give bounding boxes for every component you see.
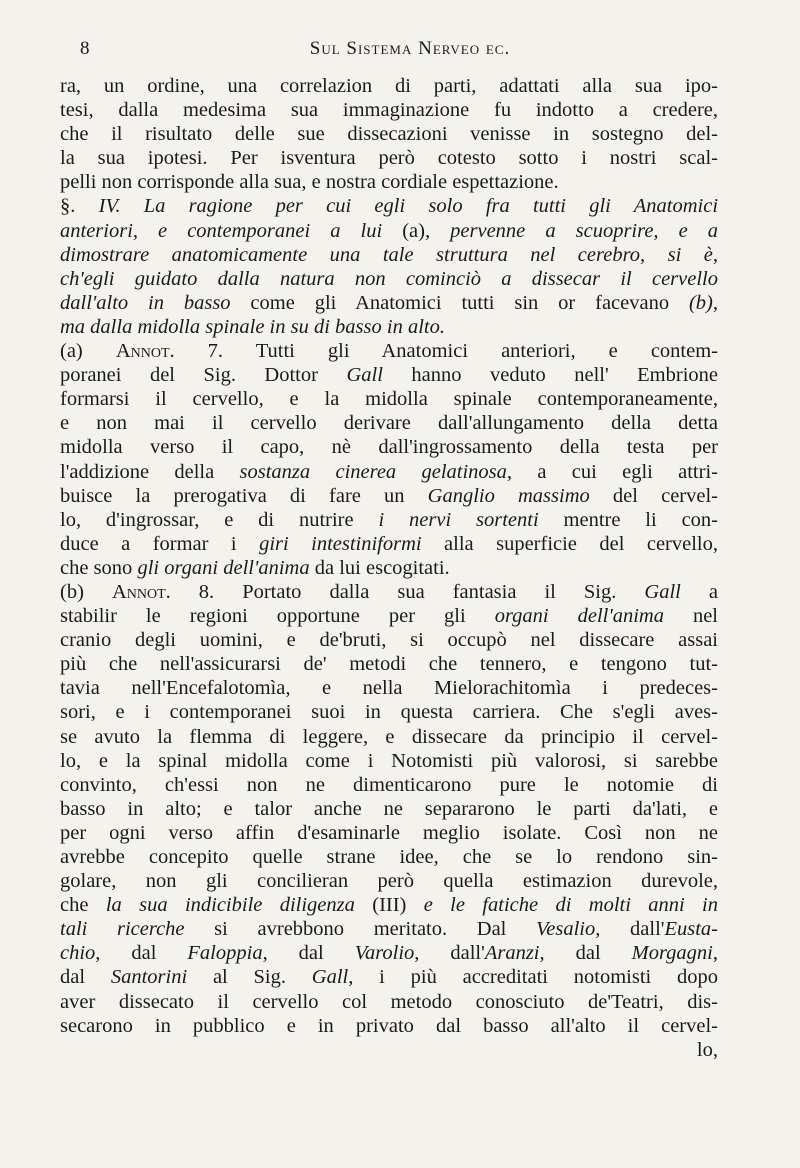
text-span: duce a formar i [60, 532, 260, 555]
text-span: organi dell'anima [494, 605, 664, 628]
text-span: alla superficie del cervello, [421, 532, 718, 555]
text-line [60, 797, 718, 821]
text-span: Gall [644, 580, 681, 603]
text-line [60, 604, 718, 628]
text-line [60, 194, 718, 218]
text-span: formarsi il cervello, e la midolla spinale contemporaneamente, [60, 388, 718, 411]
text-span: l'addizione della [60, 460, 240, 483]
text-span: Ganglio massimo [427, 484, 590, 507]
text-line [60, 749, 718, 773]
text-span: che sono [60, 556, 138, 579]
text-span: , i più accreditati notomisti dopo [348, 966, 718, 989]
text-line [60, 339, 718, 363]
text-span: nel [663, 605, 719, 628]
text-span: anteriori, e contemporanei a lui [60, 219, 383, 242]
text-span: che [60, 894, 106, 917]
text-span: e non mai il cervello derivare dall'allungamento della detta [60, 412, 718, 435]
text-line [60, 363, 718, 387]
text-line [60, 1014, 718, 1038]
text-span: mentre li con- [538, 508, 718, 531]
text-span: avrebbe concepito quelle strane idee, che se lo rendono sin- [60, 846, 718, 868]
text-span: lo, e la spinal midolla come i Notomisti più valorosi, si sarebbe [60, 749, 718, 772]
text-line [60, 291, 718, 315]
text-span: ra, un ordine, una correlazion di parti, adattati alla sua ipo- [60, 75, 718, 97]
text-span: la sua indicibile diligenza [105, 894, 355, 917]
page-number: 8 [80, 38, 91, 59]
text-span: (b), [688, 291, 718, 314]
running-title: Sul Sistema Nerveo ec. [309, 38, 511, 59]
text-span: , dal [95, 942, 188, 965]
text-span: tesi, dalla medesima sua immaginazione fu indotto a credere, [60, 99, 718, 122]
text-span: cranio degli uomini, e de'bruti, si occupò nel dissecare assai [60, 629, 718, 652]
text-line [60, 1038, 718, 1062]
text-line [60, 532, 718, 556]
text-line [60, 941, 718, 965]
text-span: giri intestiniformi [259, 532, 422, 555]
text-span: se avuto la flemma di leggere, e dissecare da principio il cervel- [60, 725, 718, 748]
text-line [60, 845, 718, 869]
text-span: basso in alto; e talor anche ne separarono le parti da'lati, e [60, 797, 718, 820]
text-span: 7. Tutti gli Anatomici anteriori, e contem- [174, 340, 718, 363]
text-line [60, 725, 718, 749]
text-span: gli organi dell'anima [137, 556, 310, 579]
text-line [60, 508, 718, 532]
text-span: midolla verso il capo, nè dall'ingrossamento della testa per [60, 436, 718, 459]
text-line [60, 98, 718, 122]
body-text [60, 74, 718, 1062]
text-line [60, 869, 718, 893]
text-line [60, 893, 718, 917]
text-span: che il risultato delle sue dissecazioni venisse in sostegno del- [60, 123, 718, 146]
text-span: si avrebbono meritato. Dal [184, 918, 537, 941]
text-span: , dall' [414, 942, 485, 965]
text-span: ma dalla midolla spinale in su di basso in alto. [60, 315, 445, 338]
text-span: convinto, ch'essi non ne dimenticarono pure le notomie di [60, 773, 718, 796]
text-line [60, 965, 718, 989]
text-span: IV. La ragione per cui egli solo fra tutti gli Anatomici [98, 195, 719, 218]
text-span: §. [60, 195, 99, 218]
text-line [60, 628, 718, 652]
text-span: lo, d'ingrossar, e di nutrire [60, 508, 379, 531]
text-span: secarono in pubblico e in privato dal basso all'alto il cervel- [60, 1014, 718, 1037]
text-line [60, 652, 718, 676]
text-span: Gall [311, 966, 349, 989]
text-span: 8. Portato dalla sua fantasia il Sig. [170, 580, 645, 603]
text-span: , dal [262, 942, 355, 965]
text-line [60, 773, 718, 797]
text-span: poranei del Sig. Dottor [60, 364, 347, 387]
text-span: golare, non gli concilieran però quella estimazion durevole, [60, 870, 718, 893]
text-span: dimostrare anatomicamente una tale struttura nel cerebro, si è, [60, 243, 718, 266]
text-line [60, 387, 718, 411]
text-span: Eusta- [664, 918, 718, 941]
text-span: Gall [346, 364, 383, 387]
text-line [60, 219, 718, 243]
text-span: la sua ipotesi. Per isventura però cotesto sotto i nostri scal- [60, 147, 718, 170]
text-span: tavia nell'Encefalotomìa, e nella Mielorachitomìa i predeces- [60, 677, 718, 700]
text-line [60, 74, 718, 98]
text-line [60, 821, 718, 845]
text-line [60, 315, 718, 339]
text-span: del cervel- [589, 484, 718, 507]
text-line [60, 460, 718, 484]
text-span: al Sig. [187, 966, 312, 989]
text-span: pelli non corrisponde alla sua, e nostra cordiale espettazione. [60, 171, 559, 194]
text-line [60, 700, 718, 724]
text-span: per ogni verso affin d'esaminarle meglio isolate. Così non ne [60, 821, 718, 844]
text-span: buisce la prerogativa di fare un [60, 484, 428, 507]
text-span: dal [60, 966, 111, 989]
text-span: lo, [696, 1038, 718, 1061]
text-span: dall'alto in basso [60, 291, 231, 314]
text-span: stabilir le regioni opportune per gli [60, 605, 495, 628]
text-span: tali ricerche [60, 918, 185, 941]
text-span: , dall' [595, 918, 665, 941]
text-span: , dal [539, 942, 632, 965]
text-span: Aranzi [484, 942, 540, 965]
text-span: Santorini [110, 966, 188, 989]
text-line [60, 146, 718, 170]
text-span: come gli Anatomici tutti sin or facevano [230, 291, 689, 314]
text-span: Faloppia [187, 942, 263, 965]
text-span: chio [60, 942, 96, 965]
text-span: , a cui egli attri- [506, 460, 718, 483]
text-span: Morgagni [631, 942, 713, 965]
text-span: (a) [382, 219, 425, 242]
text-line [60, 243, 718, 267]
text-span: sostanza cinerea gelatinosa [239, 460, 507, 483]
text-line [60, 122, 718, 146]
text-span: più che nell'assicurarsi de' metodi che tennero, e tengono tut- [60, 653, 718, 676]
text-line [60, 170, 718, 194]
text-span: e le fatiche di molti anni in [423, 894, 719, 917]
text-span: (a) [60, 340, 116, 363]
text-line [60, 435, 718, 459]
text-span: , [712, 942, 718, 965]
text-span: hanno veduto nell' Embrione [382, 364, 719, 387]
text-line [60, 580, 718, 604]
text-line [60, 411, 718, 435]
text-span: Annot. [111, 580, 171, 603]
text-span: Varolio [354, 942, 415, 965]
text-span: (b) [60, 580, 112, 603]
text-span: i nervi sortenti [378, 508, 539, 531]
text-line [60, 990, 718, 1014]
text-span: sori, e i contemporanei suoi in questa carriera. Che s'egli aves- [60, 701, 718, 724]
text-span: (III) [354, 894, 424, 917]
text-span: da lui escogitati. [309, 556, 450, 579]
text-span: aver dissecato il cervello col metodo conosciuto de'Teatri, dis- [60, 990, 718, 1013]
text-span: , pervenne a scuoprire, e a [424, 219, 718, 242]
text-span: Annot. [115, 340, 175, 363]
page-header [60, 38, 760, 64]
text-line [60, 267, 718, 291]
text-span: ch'egli guidato dalla natura non cominciò a dissecar il cervello [60, 267, 718, 290]
text-span: Vesalio [536, 918, 596, 941]
text-span: a [680, 580, 718, 603]
text-line [60, 917, 718, 941]
text-line [60, 556, 718, 580]
text-line [60, 676, 718, 700]
text-line [60, 484, 718, 508]
